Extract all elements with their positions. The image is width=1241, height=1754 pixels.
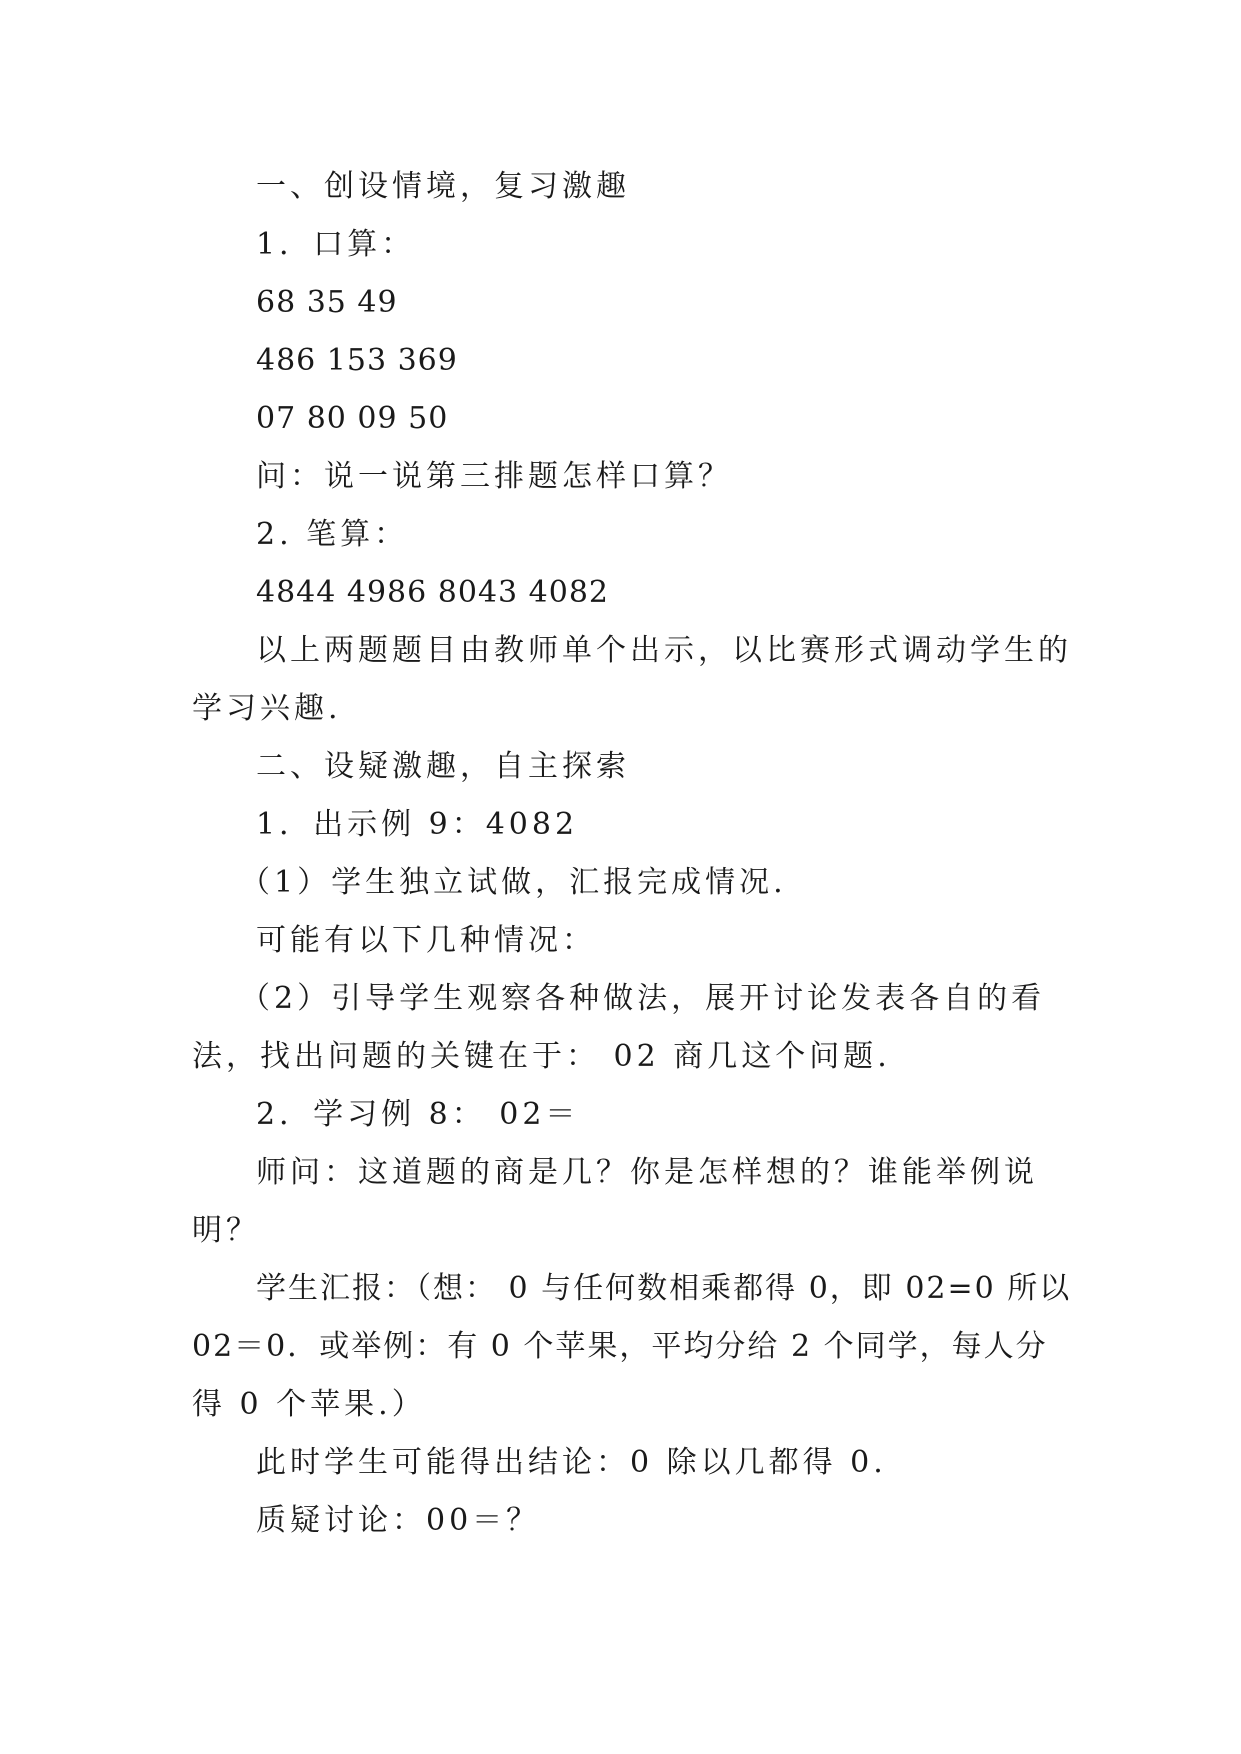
question-line: 问：说一说第三排题怎样口算？: [256, 459, 732, 494]
section-heading-2: 二、设疑激趣，自主探索: [256, 749, 630, 784]
section-heading-1: 一、创设情境，复习激趣: [256, 169, 630, 204]
document-body: [192, 158, 1072, 1550]
paragraph-line: 02＝0．或举例：有 0 个苹果，平均分给 2 个同学，每人分: [192, 1329, 1048, 1364]
paragraph-line: 学生汇报：（想： 0 与任何数相乘都得 0，即 02=0 所以: [256, 1271, 1072, 1306]
item-example-8: 2．学习例 8： 02＝: [256, 1097, 580, 1132]
oral-row-2: 486 153 369: [256, 343, 458, 378]
paragraph-line: （1）学生独立试做，汇报完成情况.: [240, 865, 787, 900]
item-oral-calculation: 1．口算：: [256, 227, 416, 262]
paragraph-line: 可能有以下几种情况：: [256, 923, 596, 958]
paragraph-line: 得 0 个苹果.）: [192, 1387, 426, 1422]
paragraph-line: 学习兴趣.: [192, 691, 342, 726]
paragraph-line: 明？: [192, 1213, 260, 1248]
item-example-9: 1．出示例 9：4082: [256, 807, 579, 842]
oral-row-3: 07 80 09 50: [256, 401, 449, 436]
paragraph-line: 质疑讨论：00＝？: [256, 1503, 541, 1538]
paragraph-line: 此时学生可能得出结论：0 除以几都得 0.: [256, 1445, 887, 1480]
paragraph-line: 以上两题题目由教师单个出示，以比赛形式调动学生的: [256, 633, 1072, 668]
paragraph-line: 法，找出问题的关键在于： 02 商几这个问题.: [192, 1039, 891, 1074]
oral-row-1: 68 35 49: [256, 285, 398, 320]
written-row: 4844 4986 8043 4082: [256, 575, 609, 610]
paragraph-line: （2）引导学生观察各种做法，展开讨论发表各自的看: [240, 981, 1046, 1016]
item-written-calculation: 2. 笔算：: [256, 517, 409, 552]
paragraph-line: 师问：这道题的商是几？你是怎样想的？谁能举例说: [256, 1155, 1038, 1190]
